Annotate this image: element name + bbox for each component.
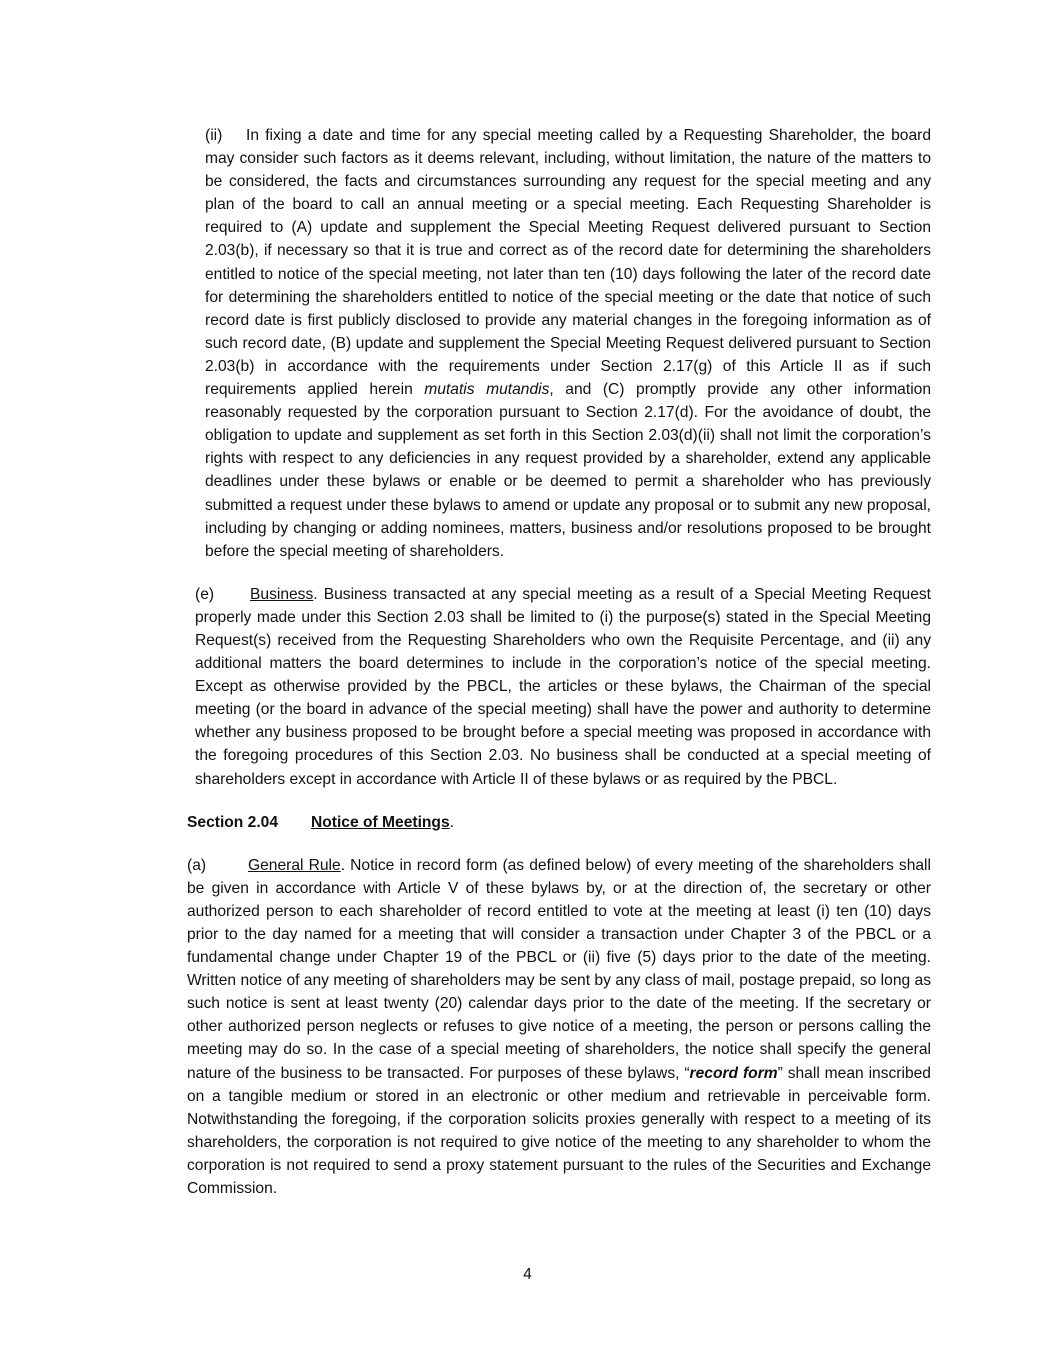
paragraph-e — [124, 583, 931, 791]
paragraph-ii — [124, 124, 931, 563]
page-number: 4 — [523, 1266, 532, 1283]
document-page — [124, 124, 931, 1220]
section-title-punct: . — [449, 813, 454, 831]
paragraph-e-heading: Business — [250, 585, 314, 603]
paragraph-ii-label: (ii) — [205, 127, 223, 144]
paragraph-a-label: (a) — [187, 856, 207, 874]
paragraph-ii-italic-term: mutatis mutandis — [424, 381, 550, 399]
paragraph-a-text-2: ” shall mean inscribed on a tangible medium or stored in an electronic or other medium and retrievable in perceivable form. Notwithstanding the foregoing, if the corporation solicits proxies generally with respect to a meeting of its shareholders, the corporation is not required to give notice of the meeting to any shareholder to whom the corporation is not required to send a proxy statement pursuant to the rules of the Securities and Exchange Commission. — [187, 1064, 931, 1198]
paragraph-ii-text-1: In fixing a date and time for any special meeting called by a Requesting Shareholder, the board may consider such factors as it deems relevant, including, without limitation, the nature of the matters to be considered, the facts and circumstances surrounding any request for the special meeting and any plan of the board to call an annual meeting or a special meeting. Each Requesting Shareholder is required to (A) update and supplement the Special Meeting Request delivered pursuant to Section 2.03(b), if necessary so that it is true and correct as of the record date for determining the shareholders entitled to notice of the special meeting, not later than ten (10) days following the later of the record date for determining the shareholders entitled to notice of the special meeting or the date that notice of such record date is first publicly disclosed to provide any material changes in the foregoing information as of such record date, (B) update and supplement the Special Meeting Request delivered pursuant to Section 2.03(b) in accordance with the requirements under Section 2.17(g) of this Article II as if such requirements applied herein — [205, 127, 931, 399]
paragraph-e-text: . Business transacted at any special meeting as a result of a Special Meeting Request properly made under this Section 2.03 shall be limited to (i) the purpose(s) stated in the Special Meeting Request(s) received from the Requesting Shareholders who own the Requisite Percentage, and (ii) any additional matters the board determines to include in the corporation’s notice of the special meeting. Except as otherwise provided by the PBCL, the articles or these bylaws, the Chairman of the special meeting (or the board in advance of the special meeting) shall have the power and authority to determine whether any business proposed to be brought before a special meeting was proposed in accordance with the foregoing procedures of this Section 2.03. No business shall be conducted at a special meeting of shareholders except in accordance with Article II of these bylaws or as required by the PBCL. — [195, 585, 931, 788]
paragraph-a-text-1: . Notice in record form (as defined below) of every meeting of the shareholders shall be given in accordance with Article V of these bylaws by, or at the direction of, the secretary or other authorized person to each shareholder of record entitled to vote at the meeting at least (i) ten (10) days prior to the day named for a meeting that will consider a transaction under Chapter 3 of the PBCL or a fundamental change under Chapter 19 of the PBCL or (ii) five (5) days prior to the date of the meeting. Written notice of any meeting of shareholders may be sent by any class of mail, postage prepaid, so long as such notice is sent at least twenty (20) calendar days prior to the date of the meeting. If the secretary or other authorized person neglects or refuses to give notice of a meeting, the person or persons calling the meeting may do so. In the case of a special meeting of shareholders, the notice shall specify the general nature of the business to be transacted. For purposes of these bylaws, “ — [187, 856, 931, 1082]
paragraph-a-heading: General Rule — [248, 856, 341, 874]
paragraph-a — [124, 854, 931, 1200]
paragraph-ii-text-2: , and (C) promptly provide any other information reasonably requested by the corporation pursuant to Section 2.17(d). For the avoidance of doubt, the obligation to update and supplement as set forth in this Section 2.03(d)(ii) shall not limit the corporation’s rights with respect to any deficiencies in any request provided by a shareholder, extend any applicable deadlines under these bylaws or enable or be deemed to permit a shareholder who has previously submitted a request under these bylaws to amend or update any proposal or to submit any new proposal, including by changing or adding nominees, matters, business and/or resolutions proposed to be brought before the special meeting of shareholders. — [205, 381, 931, 560]
section-number: Section 2.04 — [187, 813, 279, 831]
paragraph-e-label: (e) — [195, 585, 215, 603]
section-heading-2-04 — [124, 811, 931, 834]
section-title: Notice of Meetings — [311, 813, 450, 831]
paragraph-a-defined-term: record form — [689, 1064, 778, 1082]
